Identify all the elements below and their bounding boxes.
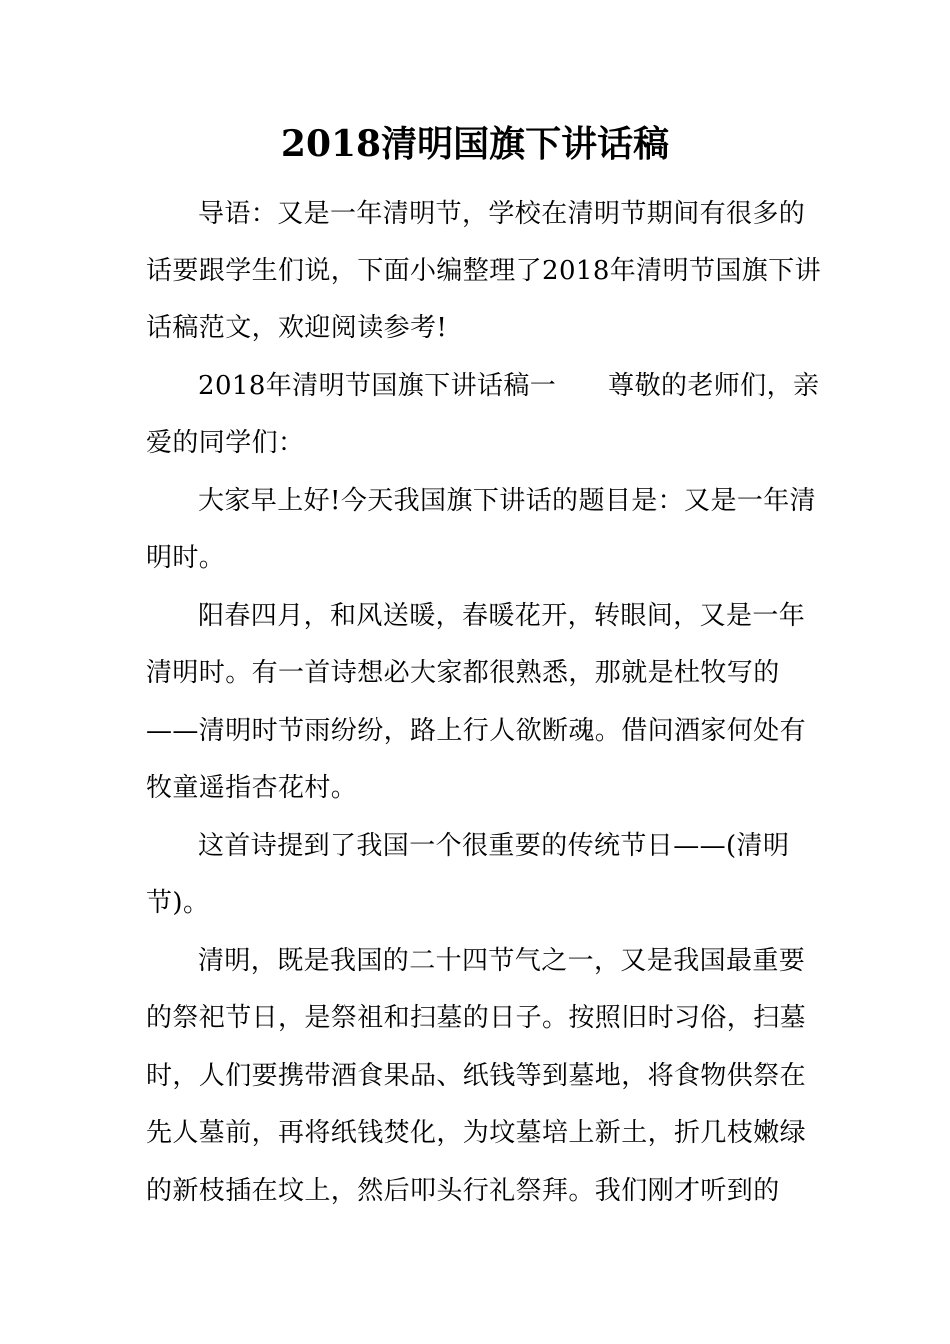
salutation-start: 尊敬的老师们，亲 [608,371,820,401]
paragraph-line: 清明时。有一首诗想必大家都很熟悉，那就是杜牧写的 [146,658,780,688]
paragraph-line: 明时。 [146,543,226,573]
paragraph-line: 导语：又是一年清明节，学校在清明节期间有很多的 [198,199,806,229]
paragraph-line: ——清明时节雨纷纷，路上行人欲断魂。借问酒家何处有 [146,716,807,746]
paragraph-line: 的新枝插在坟上，然后叩头行礼祭拜。我们刚才听到的 [146,1176,780,1206]
paragraph-line: 时，人们要携带酒食果品、纸钱等到墓地，将食物供祭在 [146,1061,807,1091]
paragraph-line: 话稿范文，欢迎阅读参考! [146,313,448,343]
paragraph-line: 先人墓前，再将纸钱焚化，为坟墓培上新土，折几枝嫩绿 [146,1118,807,1148]
document-title: 2018清明国旗下讲话稿 [280,123,670,165]
paragraph-line: 牧童遥指杏花村。 [146,773,358,803]
paragraph-line: 大家早上好!今天我国旗下讲话的题目是：又是一年清 [198,486,817,516]
paragraph-line: 话要跟学生们说，下面小编整理了2018年清明节国旗下讲 [146,256,821,286]
paragraph-line: 这首诗提到了我国一个很重要的传统节日——(清明 [198,831,790,861]
paragraph-line: 阳春四月，和风送暖，春暖花开，转眼间，又是一年 [198,601,806,631]
paragraph-line [198,366,819,406]
paragraph-line: 节)。 [146,888,210,918]
paragraph-line: 的祭祀节日，是祭祖和扫墓的日子。按照旧时习俗，扫墓 [146,1003,807,1033]
paragraph-line: 爱的同学们： [146,428,305,458]
speech-heading: 2018年清明节国旗下讲话稿一 [198,371,557,401]
paragraph-line: 清明，既是我国的二十四节气之一，又是我国最重要 [198,946,806,976]
